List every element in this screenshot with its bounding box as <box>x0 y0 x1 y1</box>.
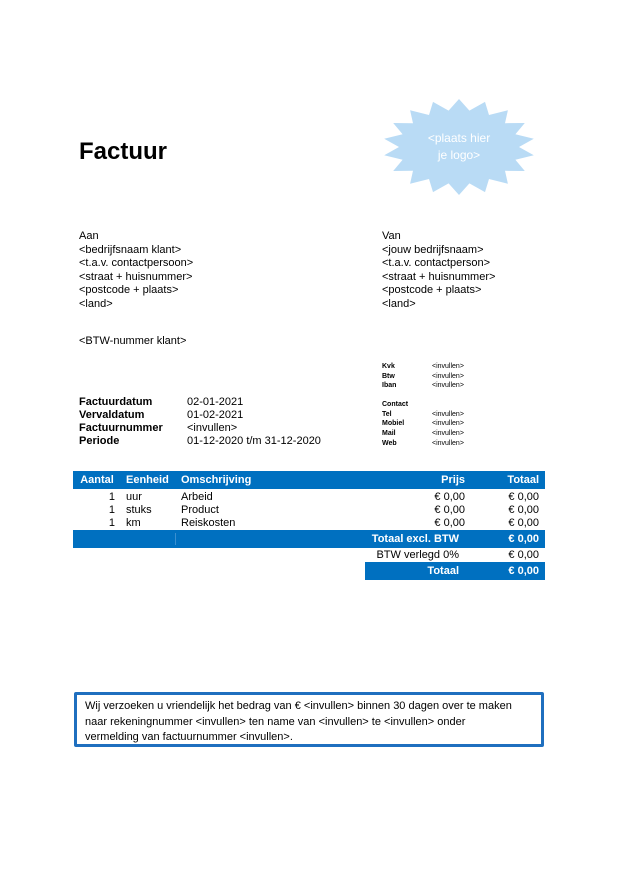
company-info-row <box>382 362 464 372</box>
col-header-prijs: Prijs <box>441 474 465 486</box>
notice-line: vermelding van factuurnummer <invullen>. <box>85 731 293 743</box>
cell-omschrijving: Product <box>181 503 219 516</box>
col-header-totaal: Totaal <box>507 474 539 486</box>
recipient-heading: Aan <box>79 230 99 242</box>
meta-key: Periode <box>79 435 120 447</box>
meta-value: 02-01-2021 <box>187 396 244 408</box>
total-bar <box>365 562 545 580</box>
company-info-key: Kvk <box>382 363 395 370</box>
meta-key: Factuurnummer <box>79 422 163 434</box>
meta-row <box>79 435 321 448</box>
subtotal-label: Totaal excl. BTW <box>371 533 459 545</box>
sender-line: <t.a.v. contactperson> <box>382 257 491 270</box>
recipient-line: <land> <box>79 297 113 310</box>
meta-row <box>79 409 321 422</box>
cell-totaal: € 0,00 <box>508 490 539 503</box>
company-info-value: <invullen> <box>432 363 464 370</box>
col-header-eenheid: Eenheid <box>126 474 169 486</box>
notice-line: naar rekeningnummer <invullen> ten name van <invullen> te <invullen> onder <box>85 715 466 728</box>
sender-address <box>382 230 495 312</box>
sender-line: <jouw bedrijfsnaam> <box>382 243 484 256</box>
page-title: Factuur <box>79 138 168 165</box>
recipient-line: <t.a.v. contactpersoon> <box>79 257 194 270</box>
vat-value: € 0,00 <box>508 549 539 561</box>
contact-info-key: Tel <box>382 410 392 418</box>
subtotal-divider <box>175 533 176 545</box>
contact-info-row <box>382 410 464 420</box>
cell-aantal: 1 <box>108 503 115 516</box>
recipient-address <box>79 230 193 312</box>
cell-aantal: 1 <box>108 490 115 503</box>
invoice-meta <box>79 396 321 448</box>
meta-key: Vervaldatum <box>79 409 145 421</box>
sender-line: <land> <box>382 297 416 310</box>
notice-line: Wij verzoeken u vriendelijk het bedrag van € <invullen> binnen 30 dagen over te maken <box>85 700 512 712</box>
contact-heading: Contact <box>382 401 409 408</box>
table-row <box>73 503 545 516</box>
contact-info-value: <invullen> <box>432 430 464 438</box>
recipient-line: <postcode + plaats> <box>79 284 179 297</box>
cell-totaal: € 0,00 <box>508 503 539 516</box>
cell-omschrijving: Reiskosten <box>181 516 236 529</box>
cell-eenheid: stuks <box>126 503 152 516</box>
subtotal-bar <box>73 530 545 548</box>
meta-key: Factuurdatum <box>79 396 153 408</box>
contact-info-row <box>382 429 464 439</box>
company-info-row <box>382 381 464 391</box>
company-info-value: <invullen> <box>432 372 464 380</box>
cell-totaal: € 0,00 <box>508 516 539 529</box>
company-info-key: Iban <box>382 382 397 390</box>
sender-heading: Van <box>382 230 401 242</box>
cell-prijs: € 0,00 <box>434 490 465 503</box>
contact-info-row <box>382 419 464 429</box>
company-contact-info <box>382 400 464 449</box>
recipient-line: <bedrijfsnaam klant> <box>79 243 182 256</box>
meta-value: <invullen> <box>187 422 238 434</box>
cell-eenheid: uur <box>126 490 142 503</box>
company-info-key: Btw <box>382 372 395 380</box>
meta-value: 01-02-2021 <box>187 409 244 421</box>
contact-info-value: <invullen> <box>432 439 464 447</box>
total-value: € 0,00 <box>508 565 539 577</box>
vat-label: BTW verlegd 0% <box>376 549 459 561</box>
contact-info-value: <invullen> <box>432 410 464 418</box>
cell-prijs: € 0,00 <box>434 503 465 516</box>
payment-notice <box>74 692 544 747</box>
table-header <box>73 471 545 489</box>
cell-omschrijving: Arbeid <box>181 490 213 503</box>
col-header-omschrijving: Omschrijving <box>181 474 252 486</box>
meta-row <box>79 396 321 409</box>
col-header-aantal: Aantal <box>80 474 114 486</box>
contact-info-row <box>382 439 464 449</box>
cell-eenheid: km <box>126 516 141 529</box>
company-registration-info <box>382 362 464 391</box>
logo-placeholder <box>382 98 536 196</box>
cell-prijs: € 0,00 <box>434 516 465 529</box>
logo-text-line2: je logo> <box>437 148 481 162</box>
company-info-row <box>382 372 464 382</box>
contact-info-key: Mail <box>382 430 396 438</box>
meta-value: 01-12-2020 t/m 31-12-2020 <box>187 435 321 447</box>
invoice-lines-table <box>73 471 545 529</box>
vat-row <box>73 549 545 562</box>
sender-line: <postcode + plaats> <box>382 284 482 297</box>
contact-info-key: Mobiel <box>382 420 405 428</box>
table-row <box>73 516 545 529</box>
contact-info-value: <invullen> <box>432 420 464 428</box>
table-row <box>73 490 545 503</box>
subtotal-value: € 0,00 <box>508 533 539 545</box>
cell-aantal: 1 <box>108 516 115 529</box>
recipient-vat-number: <BTW-nummer klant> <box>79 335 187 347</box>
company-info-value: <invullen> <box>432 382 464 390</box>
recipient-line: <straat + huisnummer> <box>79 270 193 283</box>
contact-info-key: Web <box>382 439 397 447</box>
logo-text-line1: <plaats hier <box>427 131 491 145</box>
meta-row <box>79 422 321 435</box>
total-label: Totaal <box>427 565 459 577</box>
sender-line: <straat + huisnummer> <box>382 270 496 283</box>
